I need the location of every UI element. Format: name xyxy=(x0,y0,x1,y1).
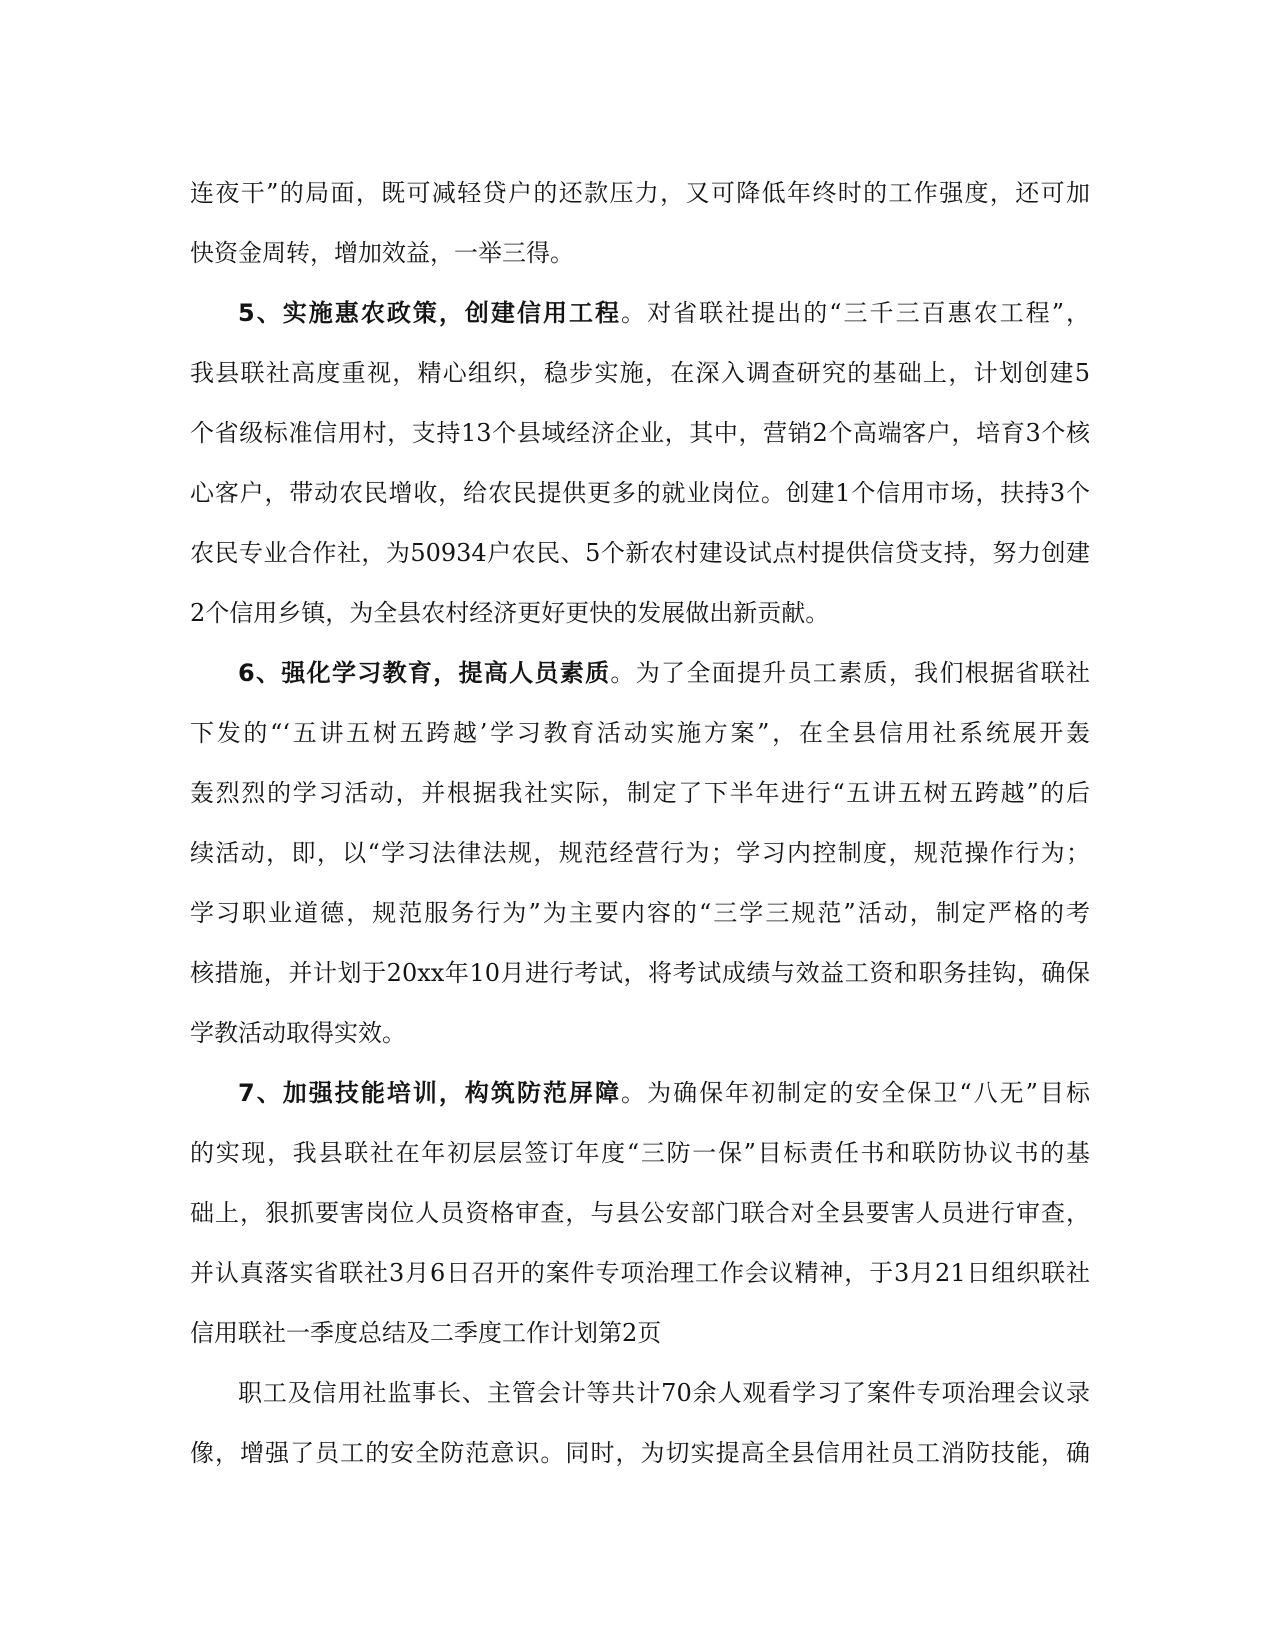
body-line: 像，增强了员工的安全防范意识。同时，为切实提高全县信用社员工消防技能，确 xyxy=(190,1439,1090,1467)
item-7-heading-line xyxy=(190,1063,1090,1123)
item-5-text: 。对省联社提出的“三千三百惠农工程”， xyxy=(621,299,1090,327)
body-line: 核措施，并计划于20xx年10月进行考试，将考试成绩与效益工资和职务挂钩，确保 xyxy=(190,959,1090,987)
item-5-heading-line xyxy=(190,283,1090,343)
body-line: 职工及信用社监事长、主管会计等共计70余人观看学习了案件专项治理会议录 xyxy=(238,1379,1090,1407)
body-line: 心客户，带动农民增收，给农民提供更多的就业岗位。创建1个信用市场，扶持3个 xyxy=(190,479,1090,507)
body-line: 础上，狠抓要害岗位人员资格审查，与县公安部门联合对全县要害人员进行审查， xyxy=(190,1199,1090,1227)
item-7-text: 。为确保年初制定的安全保卫“八无”目标 xyxy=(621,1079,1090,1107)
item-7-heading: 7、加强技能培训，构筑防范屏障 xyxy=(238,1079,622,1107)
body-line: 续活动，即，以“学习法律法规，规范经营行为；学习内控制度，规范操作行为； xyxy=(190,839,1090,867)
item-6-heading: 6、强化学习教育，提高人员素质 xyxy=(238,659,611,687)
body-line: 快资金周转，增加效益，一举三得。 xyxy=(190,239,574,267)
body-line: 农民专业合作社，为50934户农民、5个新农村建设试点村提供信贷支持，努力创建 xyxy=(190,539,1090,567)
page-footer-title: 信用联社一季度总结及二季度工作计划第2页 xyxy=(190,1319,662,1347)
body-line: 学教活动取得实效。 xyxy=(190,1019,406,1047)
body-line: 我县联社高度重视，精心组织，稳步实施，在深入调查研究的基础上，计划创建5 xyxy=(190,359,1090,387)
item-5-heading: 5、实施惠农政策，创建信用工程 xyxy=(238,299,622,327)
body-line: 2个信用乡镇，为全县农村经济更好更快的发展做出新贡献。 xyxy=(190,599,830,627)
body-line: 轰烈烈的学习活动，并根据我社实际，制定了下半年进行“五讲五树五跨越”的后 xyxy=(190,779,1090,807)
body-line: 个省级标准信用村，支持13个县域经济企业，其中，营销2个高端客户，培育3个核 xyxy=(190,419,1090,447)
body-line: 下发的“‘五讲五树五跨越’学习教育活动实施方案”，在全县信用社系统展开轰 xyxy=(190,719,1090,747)
item-6-heading-line xyxy=(190,643,1090,703)
document-body xyxy=(190,163,1090,1483)
item-6-text: 。为了全面提升员工素质，我们根据省联社 xyxy=(610,659,1090,687)
body-line: 的实现，我县联社在年初层层签订年度“三防一保”目标责任书和联防协议书的基 xyxy=(190,1139,1090,1167)
body-line: 学习职业道德，规范服务行为”为主要内容的“三学三规范”活动，制定严格的考 xyxy=(190,899,1090,927)
body-line: 连夜干”的局面，既可减轻贷户的还款压力，又可降低年终时的工作强度，还可加 xyxy=(190,179,1090,207)
body-line: 并认真落实省联社3月6日召开的案件专项治理工作会议精神，于3月21日组织联社 xyxy=(190,1259,1090,1287)
